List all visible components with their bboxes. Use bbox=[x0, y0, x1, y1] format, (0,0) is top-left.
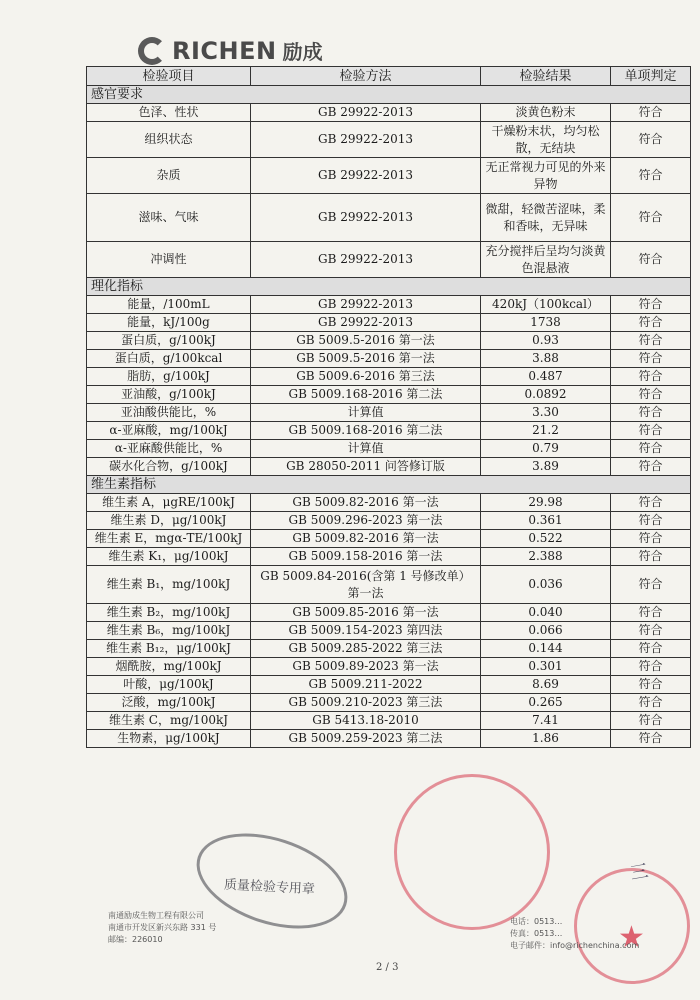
cell-result: 0.144 bbox=[481, 640, 611, 658]
cell-result: 7.41 bbox=[481, 712, 611, 730]
cell-item: 维生素 B₁₂，μg/100kJ bbox=[87, 640, 251, 658]
cell-item: 烟酰胺，mg/100kJ bbox=[87, 658, 251, 676]
cell-result: 淡黄色粉末 bbox=[481, 104, 611, 122]
cell-method: GB 29922-2013 bbox=[251, 242, 481, 278]
cell-method: GB 5009.84-2016(含第 1 号修改单）第一法 bbox=[251, 566, 481, 604]
cell-result: 0.79 bbox=[481, 440, 611, 458]
cell-result: 21.2 bbox=[481, 422, 611, 440]
table-row bbox=[87, 404, 691, 422]
cell-result: 3.30 bbox=[481, 404, 611, 422]
table-row bbox=[87, 548, 691, 566]
cell-item: 维生素 B₁，mg/100kJ bbox=[87, 566, 251, 604]
section-row bbox=[87, 476, 691, 494]
logo-mark-icon bbox=[138, 37, 166, 65]
cell-item: 亚油酸，g/100kJ bbox=[87, 386, 251, 404]
cell-method: GB 29922-2013 bbox=[251, 104, 481, 122]
header-result: 检验结果 bbox=[481, 67, 611, 86]
cell-item: 能量，kJ/100g bbox=[87, 314, 251, 332]
table-row bbox=[87, 458, 691, 476]
footer-postcode: 邮编：226010 bbox=[108, 935, 163, 944]
red-seal-stamp bbox=[394, 774, 550, 930]
footer-fax: 传真：0513… bbox=[510, 929, 563, 938]
cell-verdict: 符合 bbox=[611, 368, 691, 386]
footer-street: 南通市开发区新兴东路 331 号 bbox=[108, 923, 217, 932]
cell-verdict: 符合 bbox=[611, 158, 691, 194]
cell-method: GB 5009.5-2016 第一法 bbox=[251, 332, 481, 350]
cell-item: 组织状态 bbox=[87, 122, 251, 158]
cell-item: 维生素 B₂，mg/100kJ bbox=[87, 604, 251, 622]
cell-method: GB 5009.6-2016 第三法 bbox=[251, 368, 481, 386]
cell-method: GB 5009.85-2016 第一法 bbox=[251, 604, 481, 622]
cell-verdict: 符合 bbox=[611, 422, 691, 440]
table-row bbox=[87, 314, 691, 332]
cell-verdict: 符合 bbox=[611, 122, 691, 158]
section-title: 理化指标 bbox=[87, 278, 691, 296]
table-row bbox=[87, 694, 691, 712]
logo-text: RICHEN bbox=[172, 36, 277, 65]
cell-method: GB 5009.154-2023 第四法 bbox=[251, 622, 481, 640]
cell-verdict: 符合 bbox=[611, 604, 691, 622]
table-row bbox=[87, 712, 691, 730]
cell-method: GB 5009.210-2023 第三法 bbox=[251, 694, 481, 712]
table-row bbox=[87, 530, 691, 548]
quality-stamp-text: 质量检验专用章 bbox=[223, 877, 316, 898]
footer-company: 南通励成生物工程有限公司 bbox=[108, 911, 204, 920]
cell-item: α-亚麻酸，mg/100kJ bbox=[87, 422, 251, 440]
cell-method: GB 28050-2011 问答修订版 bbox=[251, 458, 481, 476]
cell-item: 碳水化合物，g/100kJ bbox=[87, 458, 251, 476]
page-number: 2 / 3 bbox=[376, 962, 399, 973]
cell-item: 能量，/100mL bbox=[87, 296, 251, 314]
cell-result: 3.89 bbox=[481, 458, 611, 476]
cell-verdict: 符合 bbox=[611, 194, 691, 242]
cell-method: GB 29922-2013 bbox=[251, 296, 481, 314]
cell-item: 蛋白质，g/100kcal bbox=[87, 350, 251, 368]
cell-verdict: 符合 bbox=[611, 730, 691, 748]
table-row bbox=[87, 332, 691, 350]
cell-verdict: 符合 bbox=[611, 530, 691, 548]
company-logo bbox=[138, 36, 323, 65]
cell-verdict: 符合 bbox=[611, 350, 691, 368]
cell-verdict: 符合 bbox=[611, 242, 691, 278]
table-row bbox=[87, 658, 691, 676]
cell-result: 0.040 bbox=[481, 604, 611, 622]
cell-verdict: 符合 bbox=[611, 512, 691, 530]
cell-method: GB 5009.259-2023 第二法 bbox=[251, 730, 481, 748]
cell-item: 维生素 B₆，mg/100kJ bbox=[87, 622, 251, 640]
cell-result: 0.93 bbox=[481, 332, 611, 350]
cell-method: GB 5009.168-2016 第二法 bbox=[251, 422, 481, 440]
cell-verdict: 符合 bbox=[611, 458, 691, 476]
cell-verdict: 符合 bbox=[611, 404, 691, 422]
cell-result: 干燥粉末状，均匀松散，无结块 bbox=[481, 122, 611, 158]
cell-result: 420kJ（100kcal） bbox=[481, 296, 611, 314]
cell-verdict: 符合 bbox=[611, 494, 691, 512]
cell-verdict: 符合 bbox=[611, 694, 691, 712]
cell-method: GB 5009.5-2016 第一法 bbox=[251, 350, 481, 368]
section-title: 维生素指标 bbox=[87, 476, 691, 494]
cell-verdict: 符合 bbox=[611, 712, 691, 730]
cell-method: 计算值 bbox=[251, 440, 481, 458]
cell-item: 色泽、性状 bbox=[87, 104, 251, 122]
table-row bbox=[87, 604, 691, 622]
cell-method: GB 5009.89-2023 第一法 bbox=[251, 658, 481, 676]
table-row bbox=[87, 350, 691, 368]
section-row bbox=[87, 278, 691, 296]
cell-method: GB 5009.82-2016 第一法 bbox=[251, 494, 481, 512]
logo-text-cn: 励成 bbox=[282, 40, 323, 64]
cell-method: GB 5009.296-2023 第一法 bbox=[251, 512, 481, 530]
footer-phone: 电话：0513… bbox=[510, 917, 563, 926]
cell-result: 29.98 bbox=[481, 494, 611, 512]
cell-verdict: 符合 bbox=[611, 548, 691, 566]
table-row bbox=[87, 730, 691, 748]
footer-address bbox=[108, 910, 216, 946]
cell-verdict: 符合 bbox=[611, 296, 691, 314]
footer-email: 电子邮件：info@richenchina.com bbox=[510, 941, 640, 950]
table-row bbox=[87, 158, 691, 194]
table-row bbox=[87, 512, 691, 530]
cell-method: GB 5009.82-2016 第一法 bbox=[251, 530, 481, 548]
footer-contact bbox=[510, 916, 639, 952]
handwritten-mark: 三 bbox=[628, 860, 650, 885]
cell-result: 0.522 bbox=[481, 530, 611, 548]
cell-result: 无正常视力可见的外来异物 bbox=[481, 158, 611, 194]
table-row bbox=[87, 368, 691, 386]
cell-verdict: 符合 bbox=[611, 566, 691, 604]
cell-item: 泛酸，mg/100kJ bbox=[87, 694, 251, 712]
cell-verdict: 符合 bbox=[611, 658, 691, 676]
cell-result: 充分搅拌后呈均匀淡黄色混悬液 bbox=[481, 242, 611, 278]
cell-verdict: 符合 bbox=[611, 622, 691, 640]
cell-item: 维生素 K₁，μg/100kJ bbox=[87, 548, 251, 566]
header-method: 检验方法 bbox=[251, 67, 481, 86]
cell-result: 微甜，轻微苦涩味，柔和香味，无异味 bbox=[481, 194, 611, 242]
cell-result: 0.066 bbox=[481, 622, 611, 640]
cell-verdict: 符合 bbox=[611, 386, 691, 404]
section-row bbox=[87, 86, 691, 104]
table-row bbox=[87, 494, 691, 512]
table-row bbox=[87, 386, 691, 404]
cell-method: GB 5009.211-2022 bbox=[251, 676, 481, 694]
cell-result: 8.69 bbox=[481, 676, 611, 694]
cell-item: 维生素 E，mgα-TE/100kJ bbox=[87, 530, 251, 548]
table-header-row bbox=[87, 67, 691, 86]
cell-result: 1738 bbox=[481, 314, 611, 332]
cell-item: 滋味、气味 bbox=[87, 194, 251, 242]
cell-item: α-亚麻酸供能比，% bbox=[87, 440, 251, 458]
cell-verdict: 符合 bbox=[611, 332, 691, 350]
cell-result: 0.487 bbox=[481, 368, 611, 386]
cell-result: 0.036 bbox=[481, 566, 611, 604]
table-row bbox=[87, 676, 691, 694]
cell-item: 冲调性 bbox=[87, 242, 251, 278]
cell-result: 0.0892 bbox=[481, 386, 611, 404]
cell-method: GB 29922-2013 bbox=[251, 122, 481, 158]
cell-verdict: 符合 bbox=[611, 676, 691, 694]
cell-method: GB 29922-2013 bbox=[251, 314, 481, 332]
cell-verdict: 符合 bbox=[611, 440, 691, 458]
table-row bbox=[87, 104, 691, 122]
section-title: 感官要求 bbox=[87, 86, 691, 104]
cell-method: GB 29922-2013 bbox=[251, 194, 481, 242]
table-row bbox=[87, 194, 691, 242]
cell-result: 0.265 bbox=[481, 694, 611, 712]
cell-result: 2.388 bbox=[481, 548, 611, 566]
cell-verdict: 符合 bbox=[611, 640, 691, 658]
cell-item: 维生素 D，μg/100kJ bbox=[87, 512, 251, 530]
cell-item: 杂质 bbox=[87, 158, 251, 194]
cell-verdict: 符合 bbox=[611, 104, 691, 122]
cell-item: 脂肪，g/100kJ bbox=[87, 368, 251, 386]
cell-method: GB 5413.18-2010 bbox=[251, 712, 481, 730]
cell-item: 叶酸，μg/100kJ bbox=[87, 676, 251, 694]
cell-result: 0.361 bbox=[481, 512, 611, 530]
inspection-table bbox=[86, 66, 691, 748]
cell-item: 维生素 C，mg/100kJ bbox=[87, 712, 251, 730]
cell-method: GB 29922-2013 bbox=[251, 158, 481, 194]
cell-item: 亚油酸供能比，% bbox=[87, 404, 251, 422]
table-row bbox=[87, 242, 691, 278]
cell-method: GB 5009.285-2022 第三法 bbox=[251, 640, 481, 658]
table-row bbox=[87, 422, 691, 440]
cell-item: 生物素，μg/100kJ bbox=[87, 730, 251, 748]
header-verdict: 单项判定 bbox=[611, 67, 691, 86]
cell-verdict: 符合 bbox=[611, 314, 691, 332]
table-row bbox=[87, 566, 691, 604]
cell-result: 0.301 bbox=[481, 658, 611, 676]
cell-result: 3.88 bbox=[481, 350, 611, 368]
cell-method: GB 5009.158-2016 第一法 bbox=[251, 548, 481, 566]
table-row bbox=[87, 440, 691, 458]
header-item: 检验项目 bbox=[87, 67, 251, 86]
cell-method: 计算值 bbox=[251, 404, 481, 422]
table-row bbox=[87, 296, 691, 314]
cell-item: 蛋白质，g/100kJ bbox=[87, 332, 251, 350]
cell-result: 1.86 bbox=[481, 730, 611, 748]
table-row bbox=[87, 622, 691, 640]
table-row bbox=[87, 640, 691, 658]
table-row bbox=[87, 122, 691, 158]
cell-item: 维生素 A，μgRE/100kJ bbox=[87, 494, 251, 512]
cell-method: GB 5009.168-2016 第二法 bbox=[251, 386, 481, 404]
star-icon: ★ bbox=[618, 920, 645, 955]
